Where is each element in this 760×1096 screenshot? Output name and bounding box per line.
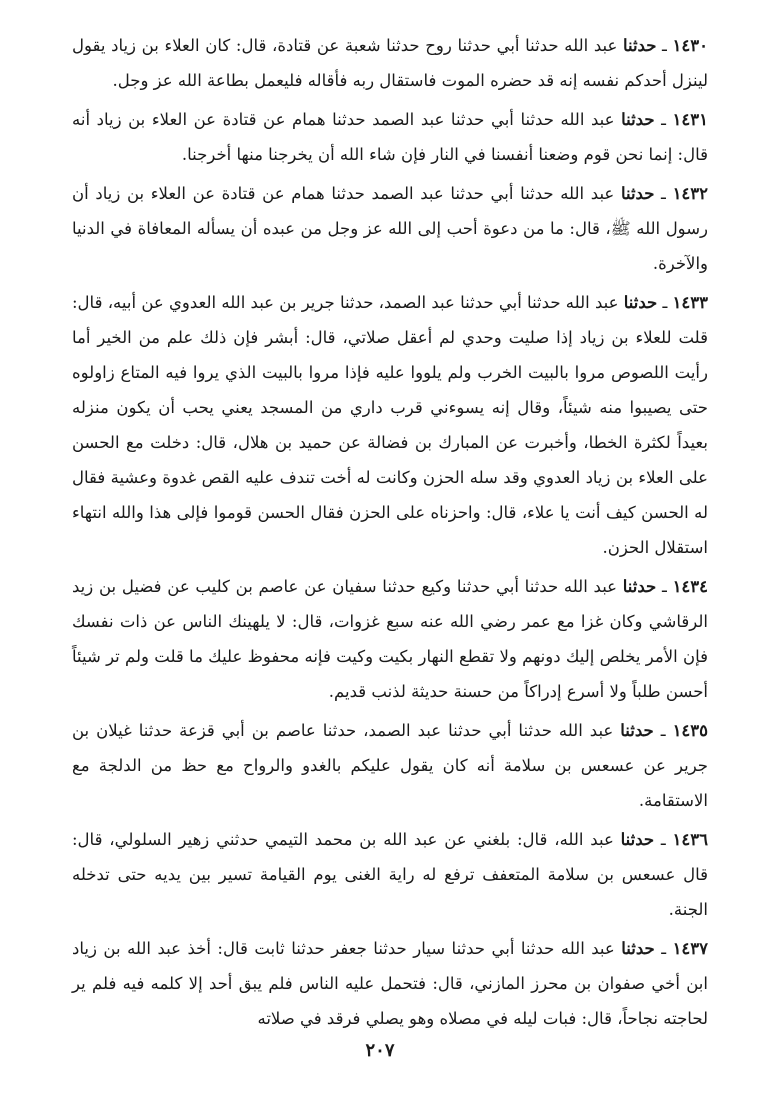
entry-text: عبد الله حدثنا أبي حدثنا عبد الصمد حدثنا همام عن قتادة عن العلاء بن زياد أنه قال: إنما نحن قوم وضعنا أنفسنا في النار فإن شاء الله أن يخرجنا منها أخرجنا.	[72, 110, 708, 164]
entry-keyword: حدثنا	[621, 110, 655, 129]
page-number: ٢٠٧	[365, 1040, 395, 1061]
hadith-entry-1433: ١٤٣٣ ـ حدثنا عبد الله حدثنا أبي حدثنا عبد الصمد، حدثنا جرير بن عبد الله العدوي عن أبيه، قال: قلت للعلاء بن زياد إذا صليت وحدي لم أعقل صلاتي، قال: أبشر فإن ذلك علم من الخير أما رأيت اللصوص مروا بالبيت الخرب ولم يلووا عليه فإذا مروا بالبيت الذي يروا فيه المتاع زاولوه حتى يصيبوا منه شيئاً، وقال إنه يسوءني قرب داري من المسجد يعني يحب أن يكون منزله بعيداً لكثرة الخطا، وأخبرت عن المبارك بن فضالة عن حميد بن هلال، قال: دخلت مع الحسن على العلاء بن زياد العدوي وقد سله الحزن وكانت له أخت تندف عليه القص غدوة وعشية فقال له الحسن كيف أنت يا علاء، قال: واحزناه على الحزن فقال الحسن قوموا فإلى هذا والله انتهاء استقلال الحزن.	[72, 293, 708, 557]
entry-keyword: حدثنا	[620, 184, 655, 203]
hadith-entry-1434: ١٤٣٤ ـ حدثنا عبد الله حدثنا أبي حدثنا وكيع حدثنا سفيان عن عاصم بن كليب عن فضيل بن زيد الرقاشي وكان غزا مع عمر رضي الله عنه سبع غزوات، قال: لا يلهينك الناس عن ذات نفسك فإن الأمر يخلص إليك دونهم ولا تقطع النهار بكيت وكيت فإنه محفوظ عليك ما قلت ولم تر شيئاً أحسن طلباً ولا أسرع إدراكاً من حسنة حديثة لذنب قديم.	[72, 577, 709, 701]
entry-number: ١٤٣٢	[672, 184, 709, 203]
entry-keyword: حدثنا	[622, 36, 657, 55]
entry-number: ١٤٣٠	[672, 36, 708, 55]
entry-number: ١٤٣٤	[672, 577, 709, 596]
entry-text: عبد الله حدثنا أبي حدثنا عبد الصمد حدثنا همام عن قتادة عن العلاء بن زياد أن رسول الله ﷺ، قال: ما من دعوة أحب إلى الله عز وجل من عبده أن يسأله المعافاة في الدنيا والآخرة.	[72, 184, 708, 273]
entry-text: عبد الله، قال: بلغني عن عبد الله بن محمد التيمي حدثني زهير السلولي، قال: قال عسعس بن سلامة المتعفف ترفع له راية الغنى يوم القيامة تسير بين يديه حتى تدخله الجنة.	[72, 830, 708, 919]
entry-text: عبد الله حدثنا أبي حدثنا وكيع حدثنا سفيان عن عاصم بن كليب عن فضيل بن زيد الرقاشي وكان غزا مع عمر رضي الله عنه سبع غزوات، قال: لا يلهينك الناس عن ذات نفسك فإن الأمر يخلص إليك دونهم ولا تقطع النهار بكيت وكيت فإنه محفوظ عليك ما قلت ولم تر شيئاً أحسن طلباً ولا أسرع إدراكاً من حسنة حديثة لذنب قديم.	[72, 577, 708, 701]
hadith-entry-1436: ١٤٣٦ ـ حدثنا عبد الله، قال: بلغني عن عبد الله بن محمد التيمي حدثني زهير السلولي، قال: قال عسعس بن سلامة المتعفف ترفع له راية الغنى يوم القيامة تسير بين يديه حتى تدخله الجنة.	[72, 830, 708, 919]
page-body	[72, 28, 708, 1040]
entry-number: ١٤٣١	[672, 110, 708, 129]
entry-keyword: حدثنا	[620, 830, 655, 849]
entry-text: عبد الله حدثنا أبي حدثنا سيار حدثنا جعفر حدثنا ثابت قال: أخذ عبد الله بن زياد ابن أخي صفوان بن محرز المازني، قال: فتحمل عليه الناس فلم يبق أحد إلا كلمه فيه فلم ير لحاجته نجاحاً، قال: فبات ليله في مصلاه وهو يصلي فرقد في صلاته	[72, 939, 708, 1028]
hadith-entry-1431: ١٤٣١ ـ حدثنا عبد الله حدثنا أبي حدثنا عبد الصمد حدثنا همام عن قتادة عن العلاء بن زياد أنه قال: إنما نحن قوم وضعنا أنفسنا في النار فإن شاء الله أن يخرجنا منها أخرجنا.	[72, 110, 708, 164]
entry-keyword: حدثنا	[623, 293, 658, 312]
hadith-entry-1435: ١٤٣٥ ـ حدثنا عبد الله حدثنا أبي حدثنا عبد الصمد، حدثنا عاصم بن أبي قزعة حدثنا غيلان بن جرير عن عسعس بن سلامة أنه كان يقول عليكم بالغدو والرواح مع حظ من الدلجة مع الاستقامة.	[72, 721, 709, 810]
entry-number: ١٤٣٣	[672, 293, 708, 312]
hadith-entry-1437: ١٤٣٧ ـ حدثنا عبد الله حدثنا أبي حدثنا سيار حدثنا جعفر حدثنا ثابت قال: أخذ عبد الله بن زياد ابن أخي صفوان بن محرز المازني، قال: فتحمل عليه الناس فلم يبق أحد إلا كلمه فيه فلم ير لحاجته نجاحاً، قال: فبات ليله في مصلاه وهو يصلي فرقد في صلاته	[72, 939, 709, 1028]
entry-text: عبد الله حدثنا أبي حدثنا روح حدثنا شعبة عن قتادة، قال: كان العلاء بن زياد يقول لينزل أحدكم نفسه إنه قد حضره الموت فاستقال ربه فأقاله فليعمل بطاعة الله عز وجل.	[72, 36, 708, 90]
hadith-entry-1430: ١٤٣٠ ـ حدثنا عبد الله حدثنا أبي حدثنا روح حدثنا شعبة عن قتادة، قال: كان العلاء بن زياد يقول لينزل أحدكم نفسه إنه قد حضره الموت فاستقال ربه فأقاله فليعمل بطاعة الله عز وجل.	[72, 36, 708, 90]
entry-text: عبد الله حدثنا أبي حدثنا عبد الصمد، حدثنا عاصم بن أبي قزعة حدثنا غيلان بن جرير عن عسعس بن سلامة أنه كان يقول عليكم بالغدو والرواح مع حظ من الدلجة مع الاستقامة.	[72, 721, 708, 810]
entry-keyword: حدثنا	[621, 939, 655, 958]
entry-number: ١٤٣٧	[672, 939, 709, 958]
entry-keyword: حدثنا	[622, 577, 657, 596]
entry-text: عبد الله حدثنا أبي حدثنا عبد الصمد، حدثنا جرير بن عبد الله العدوي عن أبيه، قال: قلت للعلاء بن زياد إذا صليت وحدي لم أعقل صلاتي، قال: أبشر فإن ذلك علم من الخير أما رأيت اللصوص مروا بالبيت الخرب ولم يلووا عليه فإذا مروا بالبيت الذي يروا فيه المتاع زاولوه حتى يصيبوا منه شيئاً، وقال إنه يسوءني قرب داري من المسجد يعني يحب أن يكون منزله بعيداً لكثرة الخطا، وأخبرت عن المبارك بن فضالة عن حميد بن هلال، قال: دخلت مع الحسن على العلاء بن زياد العدوي وقد سله الحزن وكانت له أخت تندف عليه القص غدوة وعشية فقال له الحسن كيف أنت يا علاء، قال: واحزناه على الحزن فقال الحسن قوموا فإلى هذا والله انتهاء استقلال الحزن.	[72, 293, 708, 557]
entry-number: ١٤٣٦	[672, 830, 708, 849]
entry-number: ١٤٣٥	[672, 721, 709, 740]
entry-keyword: حدثنا	[620, 721, 654, 740]
hadith-entry-1432: ١٤٣٢ ـ حدثنا عبد الله حدثنا أبي حدثنا عبد الصمد حدثنا همام عن قتادة عن العلاء بن زياد أن رسول الله ﷺ، قال: ما من دعوة أحب إلى الله عز وجل من عبده أن يسأله المعافاة في الدنيا والآخرة.	[72, 184, 709, 273]
